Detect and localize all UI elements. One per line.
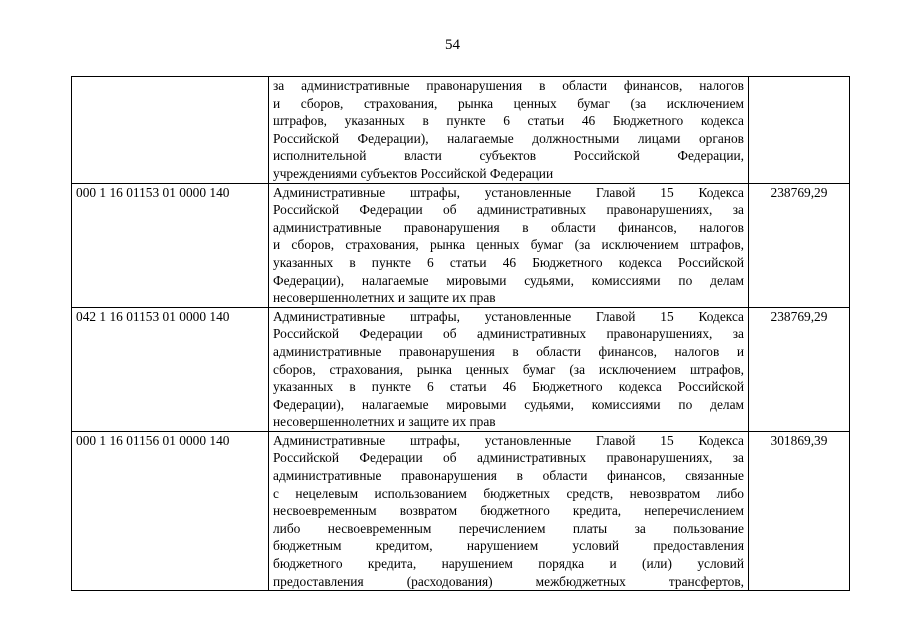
budget-revenue-table — [71, 76, 850, 591]
description-cell — [269, 307, 749, 431]
description-line: бюджетного кредита, нарушением порядка и (или) условий — [273, 556, 744, 572]
description-line: предоставления (расходования) межбюджетных трансфертов, — [273, 573, 744, 589]
table-row — [72, 183, 850, 307]
budget-code-cell: 000 1 16 01153 01 0000 140 — [72, 183, 269, 307]
description-line: Административные штрафы, установленные Главой 15 Кодекса — [273, 432, 744, 448]
description-line: и сборов, страхования, рынка ценных бумаг (за исключением — [273, 95, 744, 111]
description-line: исполнительной власти субъектов Российской Федерации, — [273, 148, 744, 164]
description-line: Административные штрафы, установленные Главой 15 Кодекса — [273, 308, 744, 324]
table-row — [72, 431, 850, 590]
description-line: Федерации), налагаемые мировыми судьями, комиссиями по делам — [273, 396, 744, 412]
budget-code-cell: 042 1 16 01153 01 0000 140 — [72, 307, 269, 431]
table-row — [72, 77, 850, 184]
description-line: Российской Федерации об административных правонарушениях, за — [273, 450, 744, 466]
budget-code-cell — [72, 77, 269, 184]
amount-cell: 238769,29 — [749, 183, 850, 307]
amount-cell — [749, 77, 850, 184]
description-line: указанных в пункте 6 статьи 46 Бюджетного кодекса Российской — [273, 379, 744, 395]
description-line: административные правонарушения в области финансов, налогов и — [273, 343, 744, 359]
description-cell — [269, 183, 749, 307]
description-line: несвоевременным возвратом бюджетного кредита, неперечислением — [273, 503, 744, 519]
description-line: Российской Федерации об административных правонарушениях, за — [273, 326, 744, 342]
description-line: Федерации), налагаемые мировыми судьями, комиссиями по делам — [273, 272, 744, 288]
description-line: либо несвоевременным перечислением платы за пользование — [273, 520, 744, 536]
description-line: Российской Федерации об административных правонарушениях, за — [273, 202, 744, 218]
description-line: несовершеннолетних и защите их прав — [273, 414, 496, 430]
description-line: Административные штрафы, установленные Главой 15 Кодекса — [273, 184, 744, 200]
description-line: несовершеннолетних и защите их прав — [273, 290, 496, 306]
description-line: штрафов, указанных в пункте 6 статьи 46 Бюджетного кодекса — [273, 113, 744, 129]
description-line: учреждениями субъектов Российской Федерации — [273, 165, 554, 181]
description-line: с нецелевым использованием бюджетных средств, невозвратом либо — [273, 485, 744, 501]
amount-cell: 238769,29 — [749, 307, 850, 431]
description-cell — [269, 431, 749, 590]
table-row — [72, 307, 850, 431]
description-line: бюджетным кредитом, нарушением условий предоставления — [273, 538, 744, 554]
amount-cell: 301869,39 — [749, 431, 850, 590]
description-line: сборов, страхования, рынка ценных бумаг (за исключением штрафов, — [273, 361, 744, 377]
description-cell — [269, 77, 749, 184]
description-line: за административные правонарушения в области финансов, налогов — [273, 78, 744, 93]
budget-code-cell: 000 1 16 01156 01 0000 140 — [72, 431, 269, 590]
description-line: и сборов, страхования, рынка ценных бумаг (за исключением штрафов, — [273, 237, 744, 253]
description-line: указанных в пункте 6 статьи 46 Бюджетного кодекса Российской — [273, 254, 744, 270]
description-line: административные правонарушения в области финансов, налогов — [273, 219, 744, 235]
description-line: административные правонарушения в области финансов, связанные — [273, 468, 744, 484]
description-line: Российской Федерации), налагаемые должностными лицами органов — [273, 130, 744, 146]
page-number: 54 — [445, 37, 460, 53]
